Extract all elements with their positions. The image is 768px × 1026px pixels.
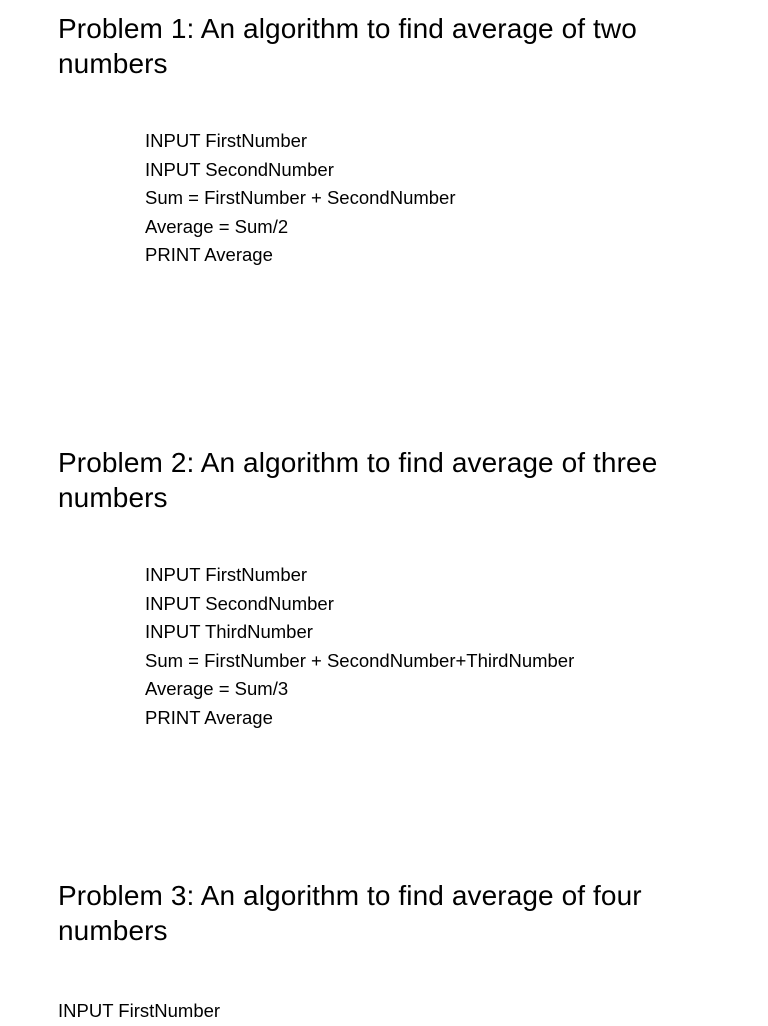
pseudocode-line: INPUT ThirdNumber bbox=[145, 621, 313, 642]
pseudocode-line: INPUT SecondNumber bbox=[145, 592, 334, 614]
pseudocode-line: PRINT Average bbox=[145, 244, 273, 265]
pseudocode-line: Average = Sum/3 bbox=[145, 678, 289, 699]
problem-2-pseudocode bbox=[145, 561, 574, 732]
pseudocode-line: INPUT FirstNumber bbox=[58, 1000, 221, 1021]
pseudocode-line: INPUT FirstNumber bbox=[145, 130, 308, 151]
pseudocode-line: INPUT FirstNumber bbox=[145, 564, 308, 585]
problem-3-pseudocode bbox=[58, 997, 220, 1026]
problem-1-title: Problem 1: An algorithm to find average of two numbers bbox=[58, 13, 637, 79]
problem-2-title: Problem 2: An algorithm to find average of three numbers bbox=[58, 447, 658, 513]
pseudocode-line: PRINT Average bbox=[145, 706, 273, 728]
problem-3-title: Problem 3: An algorithm to find average of four numbers bbox=[58, 880, 642, 946]
pseudocode-line: INPUT SecondNumber bbox=[145, 158, 334, 180]
pseudocode-line: Sum = FirstNumber + SecondNumber bbox=[145, 187, 456, 208]
pseudocode-line: Average = Sum/2 bbox=[145, 215, 289, 237]
problem-1-pseudocode bbox=[145, 127, 456, 270]
pseudocode-line: Sum = FirstNumber + SecondNumber+ThirdNumber bbox=[145, 649, 575, 671]
